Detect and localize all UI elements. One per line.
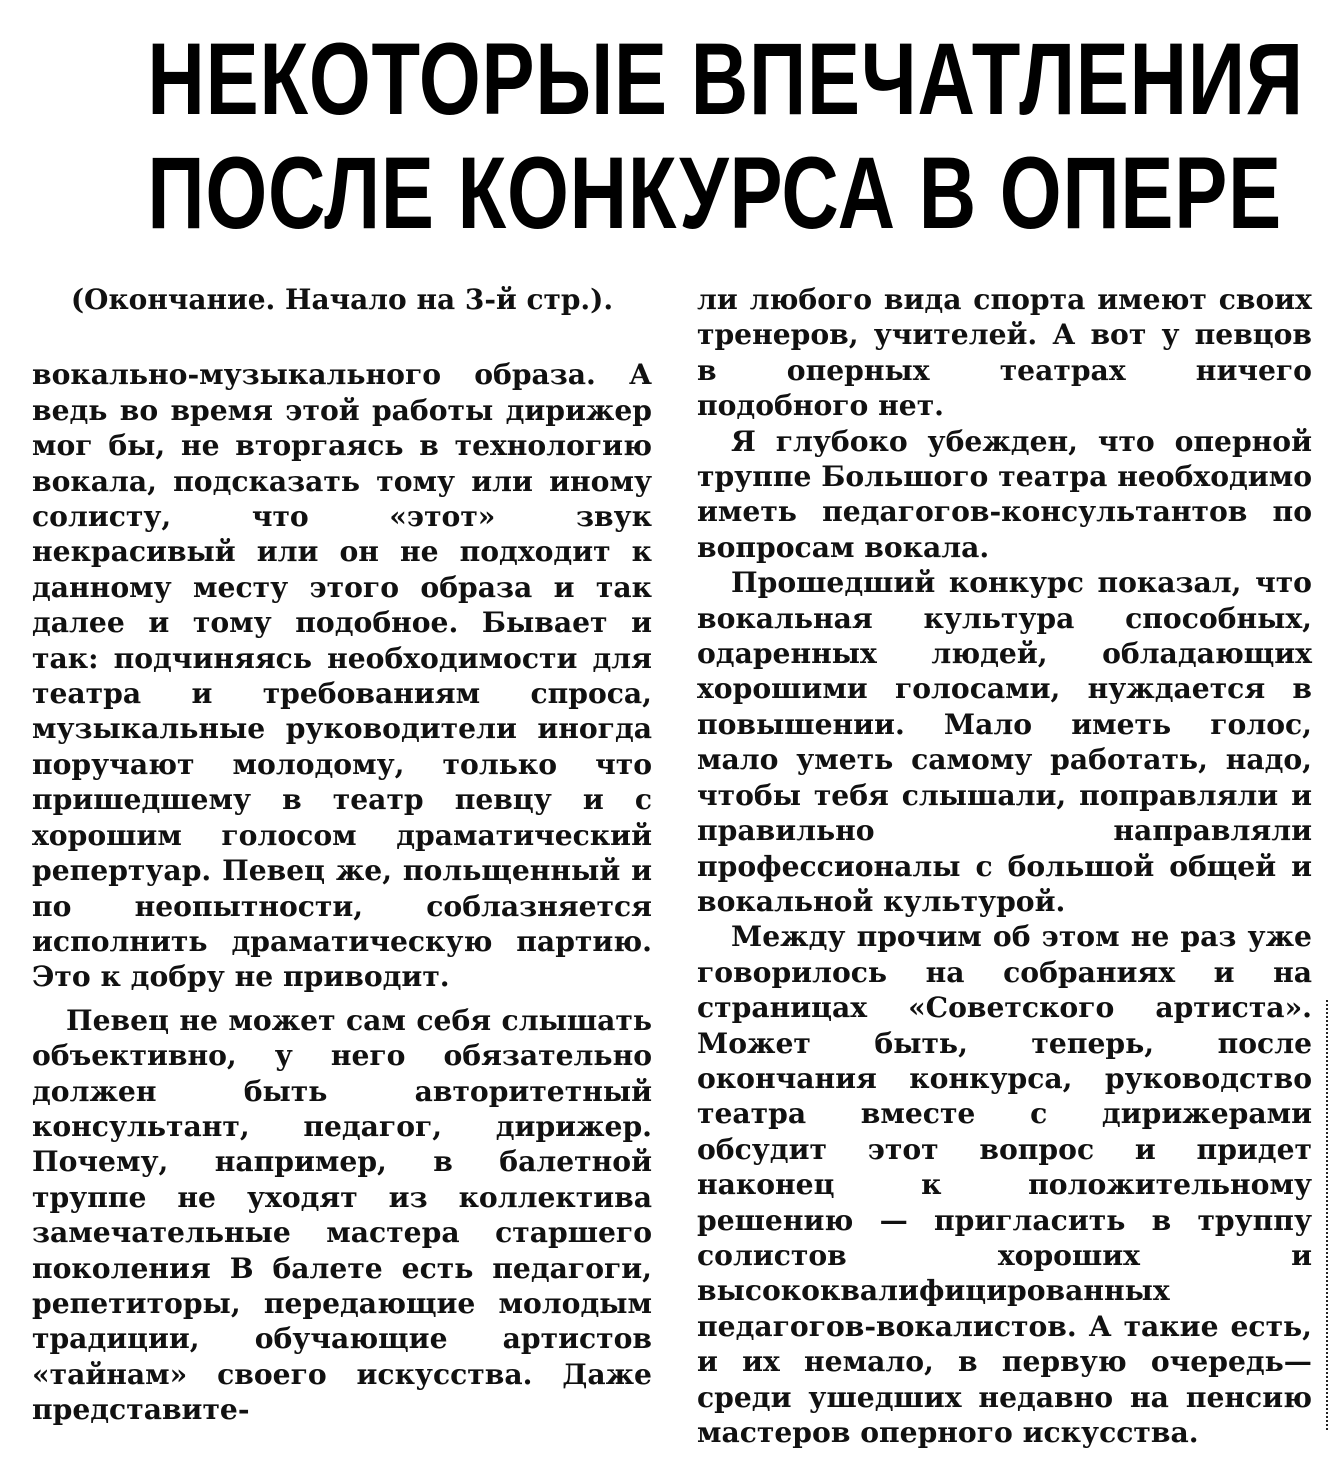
article-right-column [697,282,1312,1450]
headline-line-1: НЕКОТОРЫЕ ВПЕЧАТЛЕНИЯ [147,22,1304,136]
article-left-column [32,282,652,1428]
paragraph: Прошедший конкурс показал, что вокальная культура способных, одаренных людей, обладающих хорошими голосами, нуждается в повышении. Мало иметь голос, мало уметь самому работать, надо, чтобы тебя слышали, поправляли и правильно направляли профессионалы с большой общей и вокальной культурой. [697,566,1312,918]
headline-line-2: ПОСЛЕ КОНКУРСА В ОПЕРЕ [147,136,1282,250]
paragraph: вокально-музыкального образа. А ведь во время этой работы дирижер мог бы, не вторгаясь в технологию вокала, подсказать тому или иному солисту, что «этот» звук некрасивый или он не подходит к данному месту этого образа и так далее и тому подобное. Бывает и так: подчиняясь необходимости для театра и требованиям спроса, музыкальные руководители иногда поручают молодому, только что пришедшему в театр певцу и с хорошим голосом драматический репертуар. Певец же, польщенный и по неопытности, соблазняется исполнить драматическую партию. Это к добру не приводит. [32,358,652,994]
paragraph: Певец не может сам себя слышать объективно, у него обязательно должен быть авторитетный консультант, педагог, дирижер. Почему, например, в балетной труппе не уходят из коллектива замечательные мастера старшего поколения В балете есть педагоги, репетиторы, передающие молодым традиции, обучающие артистов «тайнам» своего искусства. Даже представите- [32,1003,652,1427]
headline [0,22,1340,250]
dotted-cut-line [1326,1000,1328,1430]
paragraph: Между прочим об этом не раз уже говорилось на собраниях и на страницах «Советского артиста». Может быть, теперь, после окончания конкурса, руководство театра вместе с дирижерами обсудит этот вопрос и придет наконец к положительному решению — пригласить в труппу солистов хороших и высококвалифицированных педагогов-вокалистов. А такие есть, и их немало, в первую очередь—среди ушедших недавно на пенсию мастеров оперного искусства. [697,920,1312,1449]
paragraph: ли любого вида спорта имеют своих тренеров, учителей. А вот у певцов в оперных театрах ничего подобного нет. [697,283,1312,423]
paragraph: Я глубоко убежден, что оперной труппе Большого театра необходимо иметь педагогов-консультантов по вопросам вокала. [697,424,1312,564]
continuation-note: (Окончание. Начало на 3-й стр.). [70,283,614,316]
